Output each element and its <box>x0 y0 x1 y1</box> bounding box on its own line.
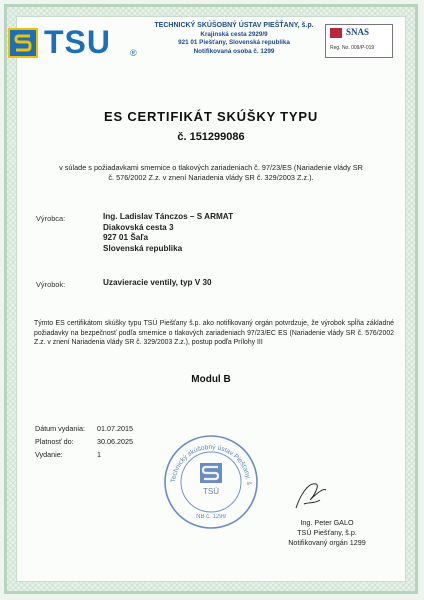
manufacturer-label: Výrobca: <box>36 214 66 223</box>
signatory-name: Ing. Peter GALO <box>300 518 354 527</box>
logo-registered-mark: ® <box>130 48 137 58</box>
official-stamp <box>162 433 260 531</box>
signatory-organization: TSÚ Piešťany, š.p. <box>297 528 357 538</box>
organization-address <box>146 22 322 56</box>
edition-value: 1 <box>97 450 101 459</box>
organization-name: TECHNICKÝ SKÚŠOBNÝ ÚSTAV PIEŠŤANY, š.p. <box>154 22 314 29</box>
manufacturer-city: 927 01 Šaľa <box>103 233 149 242</box>
snas-reg-number: Reg. No. 009/P-019 <box>330 45 375 51</box>
address-street: Krajinská cesta 2929/9 <box>200 30 268 38</box>
signatory-block <box>262 518 392 549</box>
snas-label: SNAS <box>346 27 370 37</box>
validity-row <box>35 437 133 446</box>
signatory-role: Notifikovaný orgán 1299 <box>288 538 366 548</box>
certificate-title: ES CERTIFIKÁT SKÚŠKY TYPU <box>103 109 319 124</box>
manufacturer-block <box>103 212 233 254</box>
snas-flag-icon <box>330 28 342 38</box>
tsu-logo-icon <box>8 28 38 58</box>
stamp-ring-text: Technický skúšobný ústav Piešťany, š <box>170 443 253 486</box>
manufacturer-street: Diakovská cesta 3 <box>103 222 174 232</box>
product-label: Výrobok: <box>36 280 66 289</box>
tsu-logo <box>8 24 148 70</box>
product-value: Uzavieracie ventily, typ V 30 <box>103 278 212 287</box>
stamp-center-text: TSÚ <box>203 487 219 496</box>
conformity-statement: Týmto ES certifikátom skúšky typu TSÚ Piešťany š.p. ako notifikovaný orgán potvrdzuje, že výrobok spĺňa základné požiadavky na bezpečnosť podľa smernice o tlakových zariadeniach 97/23/EC ES (Nariadenie vlády SR č. 576/2002 Z.z. v znení Nariadenia vlády SR č. 329/2003 Z.z.), postup podľa Prílohy III <box>34 320 394 347</box>
edition-row <box>35 450 101 459</box>
address-city: 921 01 Piešťany, Slovenská republika <box>178 39 290 47</box>
module-heading: Modul B <box>191 374 231 385</box>
handwritten-signature <box>290 478 330 512</box>
issue-date-row <box>35 424 133 433</box>
issue-date-value: 01.07.2015 <box>97 424 133 433</box>
edition-label: Vydanie: <box>35 450 63 459</box>
issue-date-label: Dátum vydania: <box>35 424 85 433</box>
validity-value: 30.06.2025 <box>97 437 133 446</box>
validity-label: Platnosť do: <box>35 437 74 446</box>
stamp-nb-number: NB č. 1299 <box>196 514 226 520</box>
snas-accreditation-mark <box>325 24 393 58</box>
manufacturer-country: Slovenská republika <box>103 243 183 253</box>
directive-intro: v súlade s požiadavkami smernice o tlakových zariadeniach č. 97/23/ES (Nariadenie vlády SR č. 576/2002 Z.z. v znení Nariadenia vlády SR č. 329/2003 Z.z.). <box>59 163 363 182</box>
manufacturer-name: Ing. Ladislav Tánczos – S ARMAT <box>103 212 234 221</box>
logo-text: TSU <box>44 24 111 60</box>
notified-body-number: Notifikovaná osoba č. 1299 <box>193 47 275 55</box>
certificate-number: č. 151299086 <box>177 131 245 143</box>
